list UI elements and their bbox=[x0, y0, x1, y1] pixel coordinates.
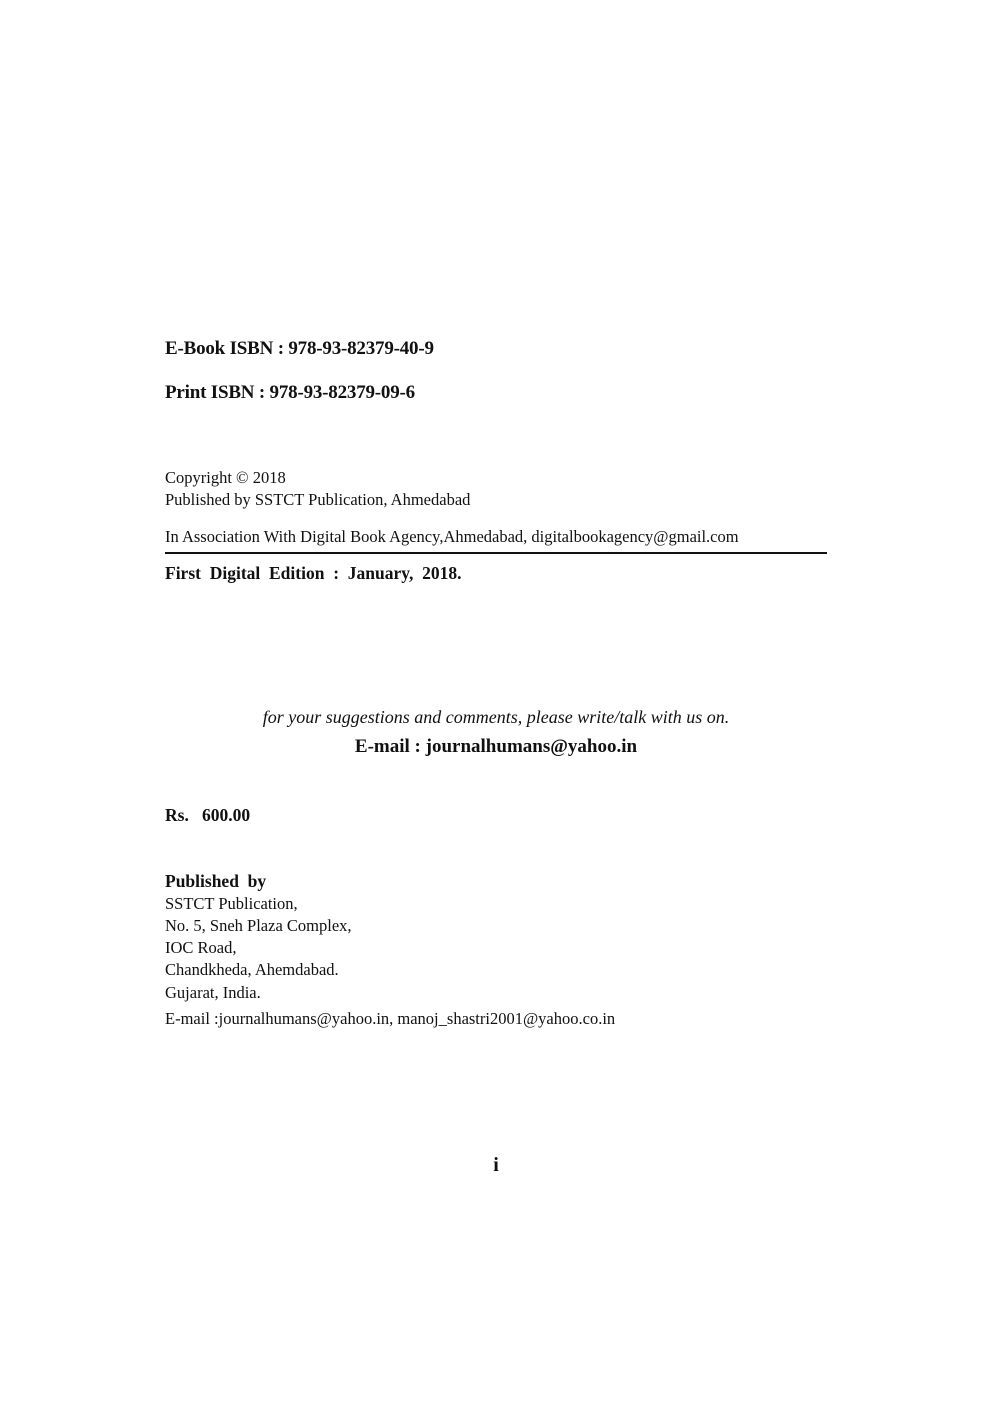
association-line: In Association With Digital Book Agency,Ahmedabad, digitalbookagency@gmail.com bbox=[165, 527, 739, 546]
contact-email: E-mail : journalhumans@yahoo.in bbox=[354, 736, 638, 757]
price: Rs. 600.00 bbox=[165, 805, 251, 825]
publisher-line: No. 5, Sneh Plaza Complex, bbox=[165, 916, 352, 935]
publisher-email: E-mail :journalhumans@yahoo.in, manoj_shastri2001@yahoo.co.in bbox=[165, 1009, 616, 1028]
publisher-line: IOC Road, bbox=[165, 938, 237, 957]
publisher-line: SSTCT Publication, bbox=[165, 894, 298, 913]
publisher-line: Gujarat, India. bbox=[165, 983, 261, 1002]
published-by-line: Published by SSTCT Publication, Ahmedabad bbox=[165, 490, 471, 509]
publisher-heading: Published by bbox=[165, 871, 267, 891]
page-number: i bbox=[493, 1154, 499, 1176]
suggestion-text: for your suggestions and comments, please write/talk with us on. bbox=[262, 707, 730, 727]
edition-line: First Digital Edition : January, 2018. bbox=[165, 563, 462, 583]
print-isbn: Print ISBN : 978-93-82379-09-6 bbox=[165, 382, 415, 403]
ebook-isbn: E-Book ISBN : 978-93-82379-40-9 bbox=[165, 338, 434, 359]
copyright-notice: Copyright © 2018 bbox=[165, 468, 286, 487]
divider-rule bbox=[165, 552, 827, 554]
publisher-line: Chandkheda, Ahemdabad. bbox=[165, 960, 339, 979]
